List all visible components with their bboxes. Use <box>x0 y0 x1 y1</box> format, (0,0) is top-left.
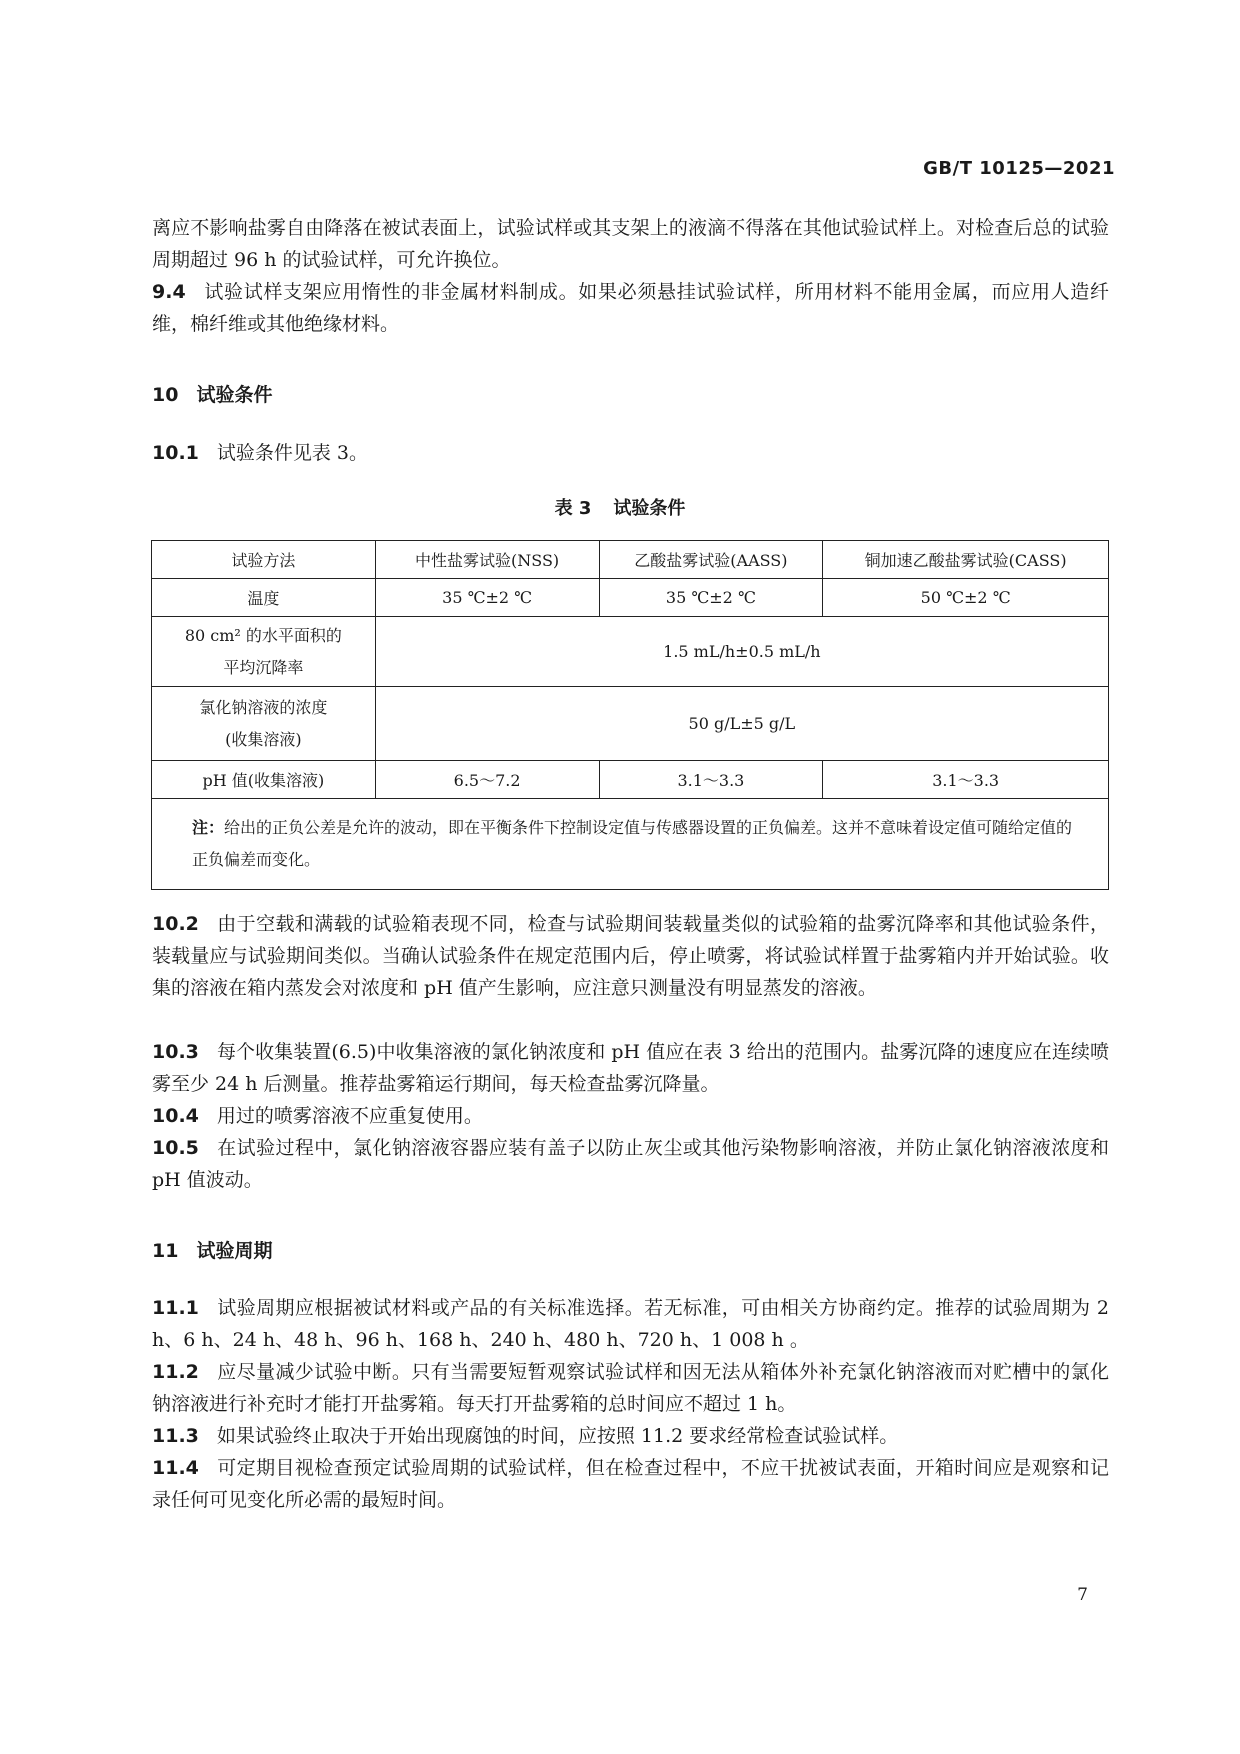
table-header-row <box>152 541 1109 579</box>
table-cell: 50 g/L±5 g/L <box>375 687 1108 761</box>
clause-number: 11.4 <box>152 1457 199 1479</box>
clause-text: 试验周期应根据被试材料或产品的有关标准选择。若无标准，可由相关方协商约定。推荐的试验周期为 2 h、6 h、24 h、48 h、96 h、168 h、240 h、480 h、720 h、1 008 h 。 <box>152 1297 1109 1351</box>
clause-10-5 <box>152 1132 1109 1196</box>
clause-text: 应尽量减少试验中断。只有当需要短暂观察试验试样和因无法从箱体外补充氯化钠溶液而对贮槽中的氯化钠溶液进行补充时才能打开盐雾箱。每天打开盐雾箱的总时间应不超过 1 h。 <box>152 1361 1109 1415</box>
clause-number: 11.3 <box>152 1425 199 1447</box>
table-row-temperature <box>152 579 1109 617</box>
clause-11-1 <box>152 1292 1109 1356</box>
clause-10-1 <box>152 437 1109 469</box>
row-label-line: (收集溶液) <box>225 729 302 749</box>
paragraph-continued <box>152 212 1109 276</box>
header-cell: 试验方法 <box>152 541 376 579</box>
table-row-ph <box>152 761 1109 799</box>
section-heading-10 <box>152 380 272 407</box>
section-number: 11 <box>152 1240 179 1262</box>
clause-11-2 <box>152 1356 1109 1420</box>
paragraph-text: 离应不影响盐雾自由降落在被试表面上，试验试样或其支架上的液滴不得落在其他试验试样上。对检查后总的试验周期超过 96 h 的试验试样，可允许换位。 <box>152 217 1109 271</box>
clause-text: 如果试验终止取决于开始出现腐蚀的时间，应按照 11.2 要求经常检查试验试样。 <box>216 1425 899 1447</box>
clause-text: 用过的喷雾溶液不应重复使用。 <box>216 1105 483 1127</box>
clause-9-4 <box>152 276 1109 340</box>
clause-text: 由于空载和满载的试验箱表现不同，检查与试验期间装载量类似的试验箱的盐雾沉降率和其他试验条件，装载量应与试验期间类似。当确认试验条件在规定范围内后，停止喷雾，将试验试样置于盐雾箱内并开始试验。收集的溶液在箱内蒸发会对浓度和 pH 值产生影响，应注意只测量没有明显蒸发的溶液。 <box>152 913 1109 999</box>
table-cell: 50 ℃±2 ℃ <box>823 579 1109 617</box>
header-cell: 中性盐雾试验(NSS) <box>375 541 599 579</box>
clause-number: 10.3 <box>152 1041 199 1063</box>
table-cell: 6.5～7.2 <box>375 761 599 799</box>
clause-number: 10.5 <box>152 1137 199 1159</box>
section-number: 10 <box>152 384 179 406</box>
table-cell: 35 ℃±2 ℃ <box>599 579 823 617</box>
table-caption: 试验条件 <box>613 498 686 519</box>
clause-text: 可定期目视检查预定试验周期的试验试样，但在检查过程中，不应干扰被试表面，开箱时间应是观察和记录任何可见变化所必需的最短时间。 <box>152 1457 1109 1511</box>
clause-number: 10.2 <box>152 913 199 935</box>
clause-number: 9.4 <box>152 281 186 303</box>
test-conditions-table <box>151 540 1109 890</box>
note-label: 注： <box>192 818 225 837</box>
row-label: 温度 <box>152 579 376 617</box>
clause-text: 试验试样支架应用惰性的非金属材料制成。如果必须悬挂试验试样，所用材料不能用金属，而应用人造纤维，棉纤维或其他绝缘材料。 <box>152 281 1109 335</box>
clause-10-3 <box>152 1036 1109 1100</box>
header-cell: 铜加速乙酸盐雾试验(CASS) <box>823 541 1109 579</box>
page-number: 7 <box>1077 1585 1088 1605</box>
row-label <box>152 617 376 687</box>
clause-text: 每个收集装置(6.5)中收集溶液的氯化钠浓度和 pH 值应在表 3 给出的范围内。盐雾沉降的速度应在连续喷雾至少 24 h 后测量。推荐盐雾箱运行期间，每天检查盐雾沉降量。 <box>152 1041 1109 1095</box>
table-cell: 1.5 mL/h±0.5 mL/h <box>375 617 1108 687</box>
header-cell: 乙酸盐雾试验(AASS) <box>599 541 823 579</box>
table-note <box>152 799 1109 890</box>
clause-10-4 <box>152 1100 1109 1132</box>
clause-number: 11.2 <box>152 1361 199 1383</box>
row-label-line: 平均沉降率 <box>223 657 304 677</box>
table-row-settling-rate <box>152 617 1109 687</box>
clause-11-3 <box>152 1420 1109 1452</box>
row-label: pH 值(收集溶液) <box>152 761 376 799</box>
table-number: 表 3 <box>554 498 592 519</box>
note-text: 给出的正负公差是允许的波动，即在平衡条件下控制设定值与传感器设置的正负偏差。这并不意味着设定值可随给定值的正负偏差而变化。 <box>192 818 1073 869</box>
standard-number: GB/T 10125—2021 <box>923 158 1115 179</box>
clause-10-2 <box>152 908 1109 1004</box>
table-note-row <box>152 799 1109 890</box>
clause-number: 10.4 <box>152 1105 199 1127</box>
row-label <box>152 687 376 761</box>
table-cell: 35 ℃±2 ℃ <box>375 579 599 617</box>
section-title: 试验条件 <box>196 384 273 406</box>
clause-11-4 <box>152 1452 1109 1516</box>
clause-number: 11.1 <box>152 1297 199 1319</box>
clause-number: 10.1 <box>152 442 199 464</box>
row-label-line: 氯化钠溶液的浓度 <box>199 697 328 717</box>
clause-text: 在试验过程中，氯化钠溶液容器应装有盖子以防止灰尘或其他污染物影响溶液，并防止氯化钠溶液浓度和 pH 值波动。 <box>152 1137 1109 1191</box>
section-title: 试验周期 <box>196 1240 273 1262</box>
table-cell: 3.1～3.3 <box>823 761 1109 799</box>
row-label-line: 80 cm² 的水平面积的 <box>184 625 342 645</box>
table-row-nacl-concentration <box>152 687 1109 761</box>
section-heading-11 <box>152 1236 272 1263</box>
clause-text: 试验条件见表 3。 <box>216 442 369 464</box>
table-title <box>0 494 1240 520</box>
table-cell: 3.1～3.3 <box>599 761 823 799</box>
